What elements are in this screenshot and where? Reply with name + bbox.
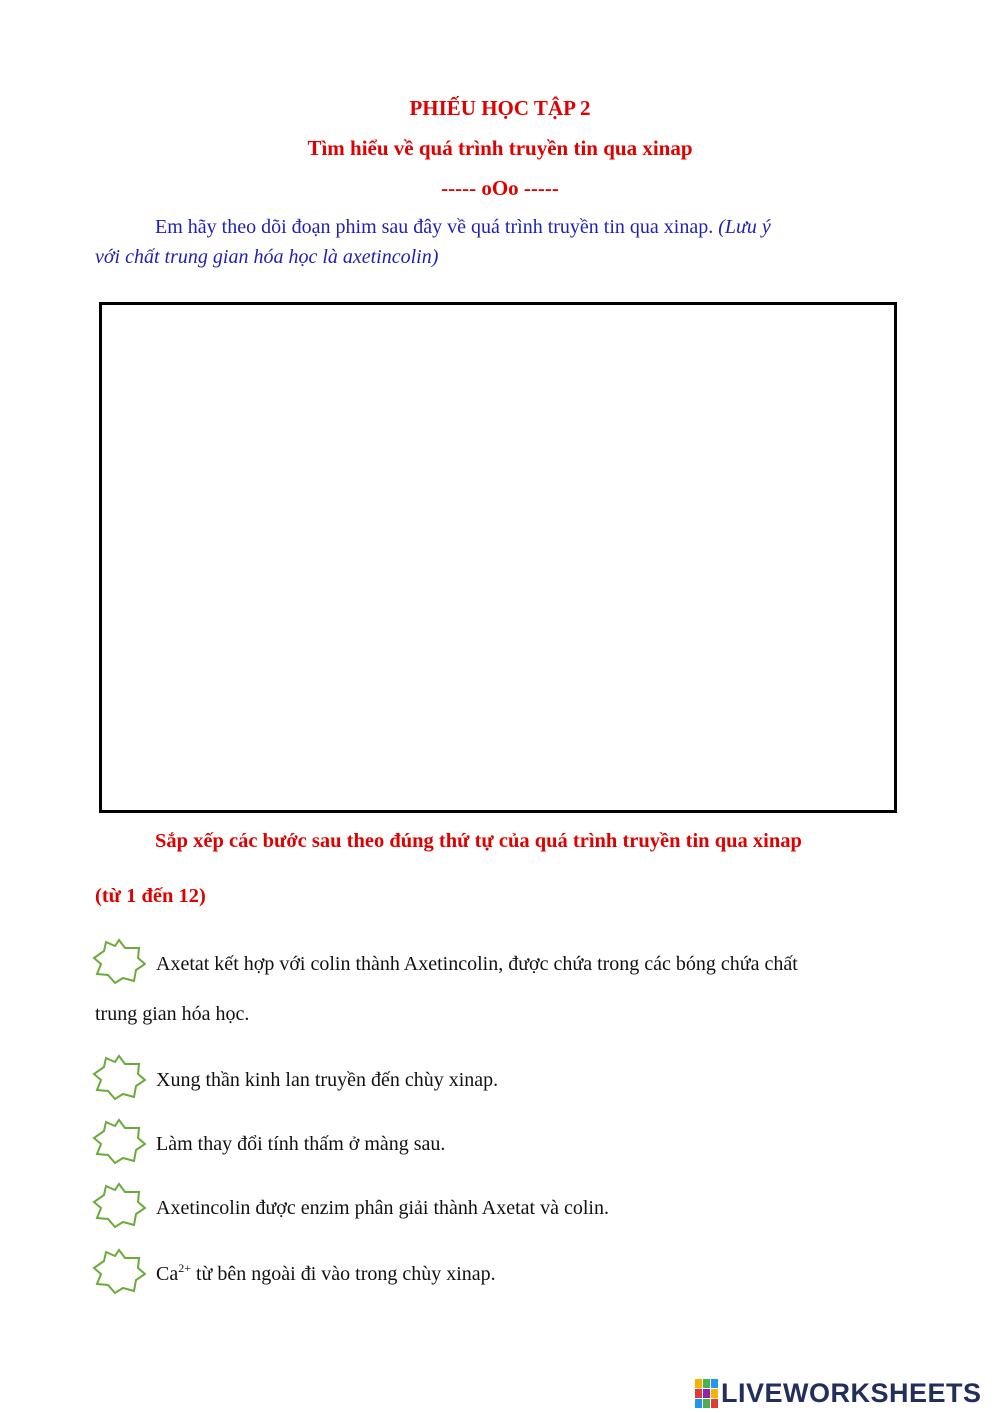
order-input-star-icon[interactable] — [92, 1181, 146, 1229]
order-input-star-icon[interactable] — [92, 1247, 146, 1295]
item-superscript: 2+ — [178, 1261, 191, 1275]
task-instruction: Sắp xếp các bước sau theo đúng thứ tự của quá trình truyền tin qua xinap — [155, 830, 802, 852]
intro-note-start: (Lưu ý — [718, 216, 771, 238]
title-divider: ----- oOo ----- — [441, 176, 559, 200]
order-input-star-icon[interactable] — [92, 1053, 146, 1101]
video-player[interactable] — [99, 302, 897, 813]
item-text: Axetat kết hợp với colin thành Axetincolin, được chứa trong các bóng chứa chất — [156, 953, 798, 975]
item-text: Làm thay đổi tính thấm ở màng sau. — [156, 1133, 446, 1155]
intro-note-end: với chất trung gian hóa học là axetincolin) — [95, 246, 439, 268]
item-suffix: từ bên ngoài đi vào trong chùy xinap. — [191, 1263, 496, 1285]
intro-text: Em hãy theo dõi đoạn phim sau đây về quá trình truyền tin qua xinap. — [155, 216, 714, 238]
item-text: Axetincolin được enzim phân giải thành Axetat và colin. — [156, 1197, 609, 1219]
item-continuation: trung gian hóa học. — [95, 1003, 250, 1025]
intro-paragraph — [95, 212, 895, 272]
worksheet-title: PHIẾU HỌC TẬP 2 — [409, 96, 591, 120]
item-prefix: Ca — [156, 1263, 179, 1285]
task-range: (từ 1 đến 12) — [95, 885, 206, 907]
logo-text: LIVEWORKSHEETS — [721, 1378, 982, 1408]
item-text: Xung thần kinh lan truyền đến chùy xinap. — [156, 1069, 499, 1091]
logo-blocks-icon — [695, 1379, 719, 1409]
order-input-star-icon[interactable] — [92, 1117, 146, 1165]
worksheet-subtitle: Tìm hiểu về quá trình truyền tin qua xinap — [307, 136, 693, 160]
item-text — [156, 1247, 496, 1301]
order-input-star-icon[interactable] — [92, 937, 146, 985]
